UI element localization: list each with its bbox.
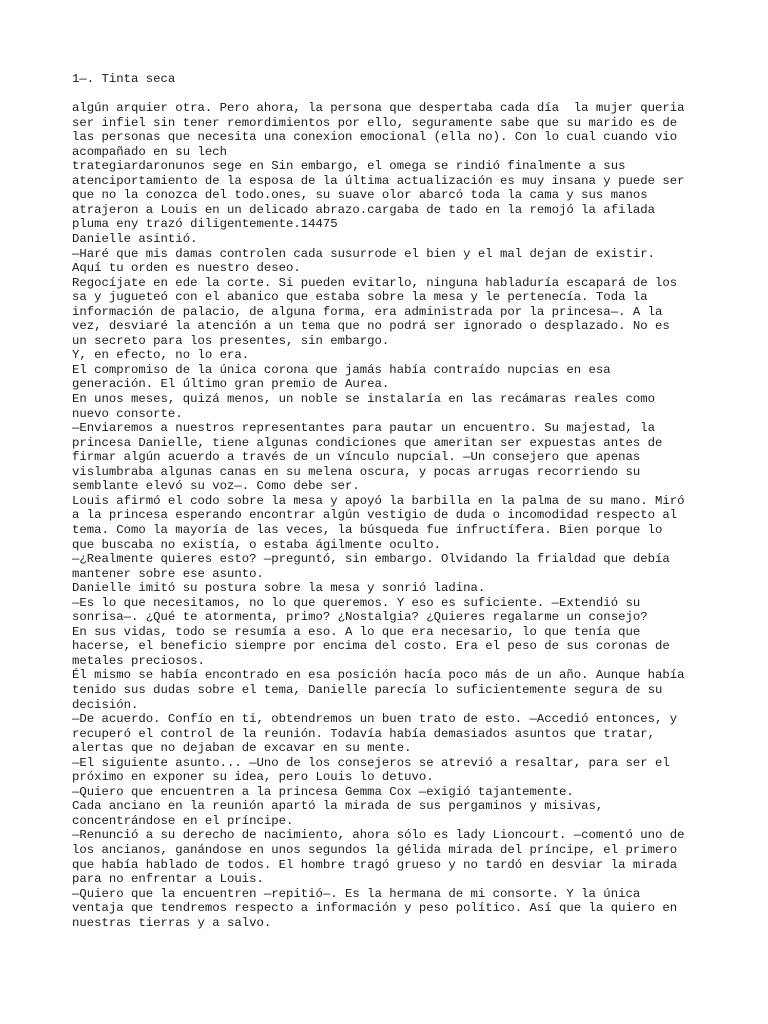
- text-line: Louis afirmó el codo sobre la mesa y apoyó la barbilla en la palma de su mano. Miró: [72, 493, 685, 508]
- text-line: pluma eny trazó diligentemente.14475: [72, 217, 338, 232]
- text-line: ser infiel sin tener remordimientos por ello, seguramente sabe que su marido es de: [72, 115, 678, 130]
- text-line: Y, en efecto, no lo era.: [72, 348, 250, 363]
- text-line: metales preciosos.: [72, 653, 205, 668]
- text-line: El compromiso de la única corona que jamás había contraído nupcias en esa: [72, 362, 611, 377]
- text-line: Regocíjate en ede la corte. Si pueden evitarlo, ninguna habladuría escapará de los: [72, 275, 678, 290]
- text-line: firmar algún acuerdo a través de un vínculo nupcial. —Un consejero que apenas: [72, 450, 641, 465]
- text-line: que había hablado de todos. El hombre tragó grueso y no tardó en desviar la mirada: [72, 857, 678, 872]
- text-line: Danielle asintió.: [72, 232, 198, 247]
- text-line: hacerse, el beneficio siempre por encima del costo. Era el peso de sus coronas de: [72, 639, 670, 654]
- text-line: para no enfrentar a Louis.: [72, 872, 264, 887]
- text-line: que no la conozca del todo.ones, su suave olor abarcó toda la cama y sus manos: [72, 188, 648, 203]
- text-line: Danielle imitó su postura sobre la mesa y sonrió ladina.: [72, 581, 486, 596]
- text-line: algún arquier otra. Pero ahora, la persona que despertaba cada día la mujer queria: [72, 101, 685, 116]
- text-line: próximo en exponer su idea, pero Louis lo detuvo.: [72, 770, 434, 785]
- text-line: —Haré que mis damas controlen cada susurrode el bien y el mal dejan de existir.: [72, 246, 655, 261]
- text-line: —El siguiente asunto... —Uno de los consejeros se atrevió a resaltar, para ser el: [72, 755, 670, 770]
- text-line: concentrándose en el príncipe.: [72, 813, 294, 828]
- text-line: —De acuerdo. Confío en ti, obtendremos un buen trato de esto. —Accedió entonces, y: [72, 712, 678, 727]
- text-line: atenciportamiento de la esposa de la última actualización es muy insana y puede ser: [72, 173, 685, 188]
- text-line: a la princesa esperando encontrar algún vestigio de duda o incomodidad respecto al: [72, 508, 678, 523]
- text-line: Cada anciano en la reunión apartó la mirada de sus pergaminos y misivas,: [72, 799, 604, 814]
- text-line: mantener sobre ese asunto.: [72, 566, 264, 581]
- document-page: [72, 72, 712, 930]
- text-line: decisión.: [72, 697, 139, 712]
- text-line: —Enviaremos a nuestros representantes para pautar un encuentro. Su majestad, la: [72, 421, 655, 436]
- text-line: Él mismo se había encontrado en esa posición hacía poco más de un año. Aunque había: [72, 668, 685, 683]
- text-line: tenido sus dudas sobre el tema, Danielle parecía lo suficientemente segura de su: [72, 682, 663, 697]
- text-line: —Es lo que necesitamos, no lo que queremos. Y eso es suficiente. —Extendió su: [72, 595, 641, 610]
- text-line: los ancianos, ganándose en unos segundos la gélida mirada del príncipe, el primero: [72, 842, 678, 857]
- text-line: atrajeron a Louis en un delicado abrazo.cargaba de tado en la remojó la afilada: [72, 202, 655, 217]
- text-line: —Quiero que la encuentren —repitió—. Es la hermana de mi consorte. Y la única: [72, 886, 641, 901]
- text-line: vislumbraba algunas canas en su melena oscura, y pocas arrugas recorriendo su: [72, 464, 641, 479]
- text-line: —Renunció a su derecho de nacimiento, ahora sólo es lady Lioncourt. —comentó uno de: [72, 828, 685, 843]
- text-line: —Quiero que encuentren a la princesa Gemma Cox —exigió tajantemente.: [72, 784, 574, 799]
- text-line: información de palacio, de alguna forma, era administrada por la princesa—. A la: [72, 304, 663, 319]
- text-line: que buscaba no existía, o estaba ágilmente oculto.: [72, 537, 441, 552]
- text-line: sa y jugueteó con el abanico que estaba sobre la mesa y le pertenecía. Toda la: [72, 290, 648, 305]
- text-line: —¿Realmente quieres esto? —preguntó, sin embargo. Olvidando la frialdad que debía: [72, 552, 670, 567]
- text-line: las personas que necesita una conexion emocional (ella no). Con lo cual cuando vio: [72, 130, 678, 145]
- chapter-title: 1—. Tinta seca: [72, 72, 176, 86]
- text-line: vez, desviaré la atención a un tema que no podrá ser ignorado o desplazado. No es: [72, 319, 670, 334]
- text-line: ventaja que tendremos respecto a información y peso político. Así que la quiero en: [72, 901, 678, 916]
- text-line: Aquí tu orden es nuestro deseo.: [72, 261, 301, 276]
- text-line: acompañado en su lech: [72, 144, 227, 159]
- text-line: tema. Como la mayoría de las veces, la búsqueda fue infructífera. Bien porque lo: [72, 522, 663, 537]
- text-line: nuestras tierras y a salvo.: [72, 915, 272, 930]
- text-line: trategiardaronunos sege en Sin embargo, el omega se rindió finalmente a sus: [72, 159, 626, 174]
- text-line: generación. El último gran premio de Aurea.: [72, 377, 390, 392]
- text-line: En sus vidas, todo se resumía a eso. A lo que era necesario, lo que tenía que: [72, 624, 641, 639]
- text-line: semblante elevó su voz—. Como debe ser.: [72, 479, 360, 494]
- text-line: nuevo consorte.: [72, 406, 183, 421]
- text-line: princesa Danielle, tiene algunas condiciones que ameritan ser expuestas antes de: [72, 435, 663, 450]
- text-line: En unos meses, quizá menos, un noble se instalaría en las recámaras reales como: [72, 392, 655, 407]
- text-line: recuperó el control de la reunión. Todavía había demasiados asuntos que tratar,: [72, 726, 655, 741]
- text-line: alertas que no dejaban de excavar en su mente.: [72, 741, 412, 756]
- text-line: un secreto para los presentes, sin embargo.: [72, 333, 390, 348]
- body-text: [72, 101, 712, 930]
- text-line: sonrisa—. ¿Qué te atormenta, primo? ¿Nostalgia? ¿Quieres regalarme un consejo?: [72, 610, 648, 625]
